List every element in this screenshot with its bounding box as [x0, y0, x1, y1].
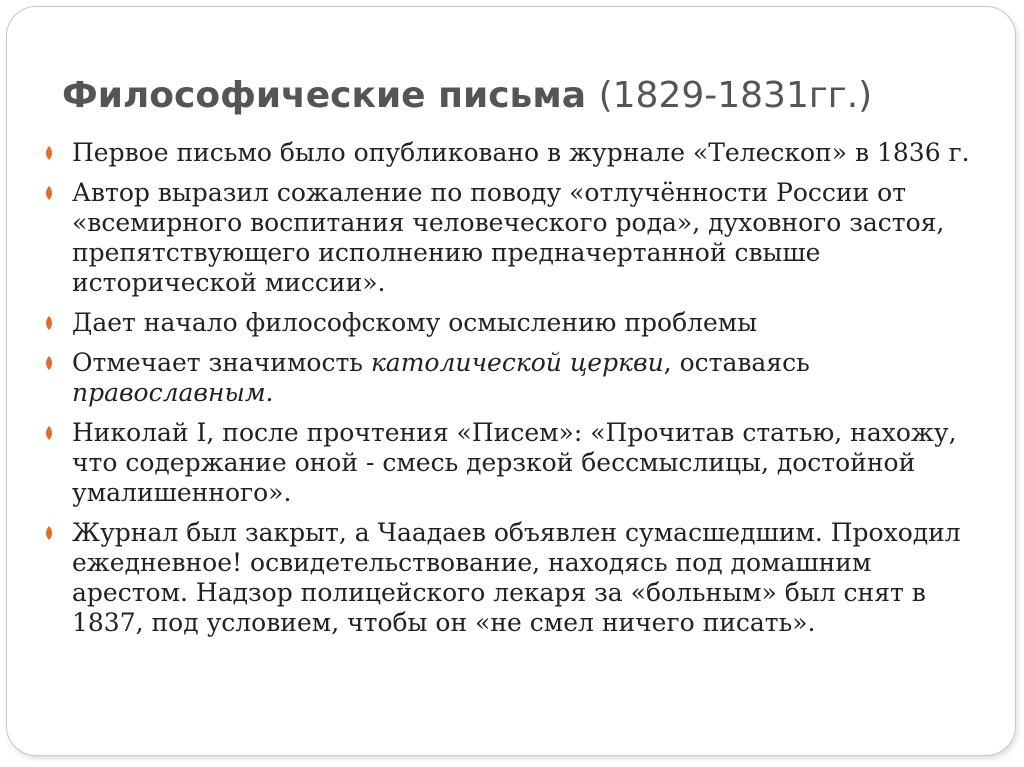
- bullet-item: [44, 348, 994, 408]
- bullet-item: [44, 418, 994, 508]
- orange-leaf-bullet-icon: [44, 526, 54, 540]
- slide-title: [62, 72, 872, 120]
- orange-leaf-bullet-icon: [44, 356, 54, 370]
- bullet-item: [44, 518, 994, 638]
- orange-leaf-bullet-icon: [44, 316, 54, 330]
- bullet-item: [44, 138, 994, 168]
- bullet-list: [44, 138, 994, 648]
- orange-leaf-bullet-icon: [44, 186, 54, 200]
- orange-leaf-bullet-icon: [44, 426, 54, 440]
- bullet-text: Первое письмо было опубликовано в журнале «Телескоп» в 1836 г.: [72, 138, 970, 167]
- bullet-text-plain: , оставаясь: [663, 348, 810, 377]
- bullet-text: Дает начало философскому осмыслению проблемы: [72, 308, 758, 337]
- bullet-item: [44, 308, 994, 338]
- bullet-text: Николай I, после прочтения «Писем»: «Прочитав статью, нахожу, что содержание оной - смесь дерзкой бессмыслицы, достойной умалишенного».: [72, 418, 957, 507]
- bullet-text: Автор выразил сожаление по поводу «отлучённости России от «всемирного воспитания человеческого рода», духовного застоя, препятствующего исполнению предначертанной свыше исторической миссии».: [72, 178, 945, 297]
- bullet-text-italic: православным.: [72, 378, 274, 407]
- bullet-text-plain: Отмечает значимость: [72, 348, 371, 377]
- bullet-text: Журнал был закрыт, а Чаадаев объявлен сумасшедшим. Проходил ежедневное! освидетельствование, находясь под домашним арестом. Надзор полицейского лекаря за «больным» был снят в 1837, под условием, чтобы он «не смел ничего писать».: [72, 518, 961, 637]
- bullet-item: [44, 178, 994, 298]
- orange-leaf-bullet-icon: [44, 146, 54, 160]
- slide-title-years: (1829-1831гг.): [598, 75, 873, 116]
- bullet-text-italic: католической церкви: [370, 348, 664, 377]
- slide-title-main: Философические письма: [62, 75, 587, 116]
